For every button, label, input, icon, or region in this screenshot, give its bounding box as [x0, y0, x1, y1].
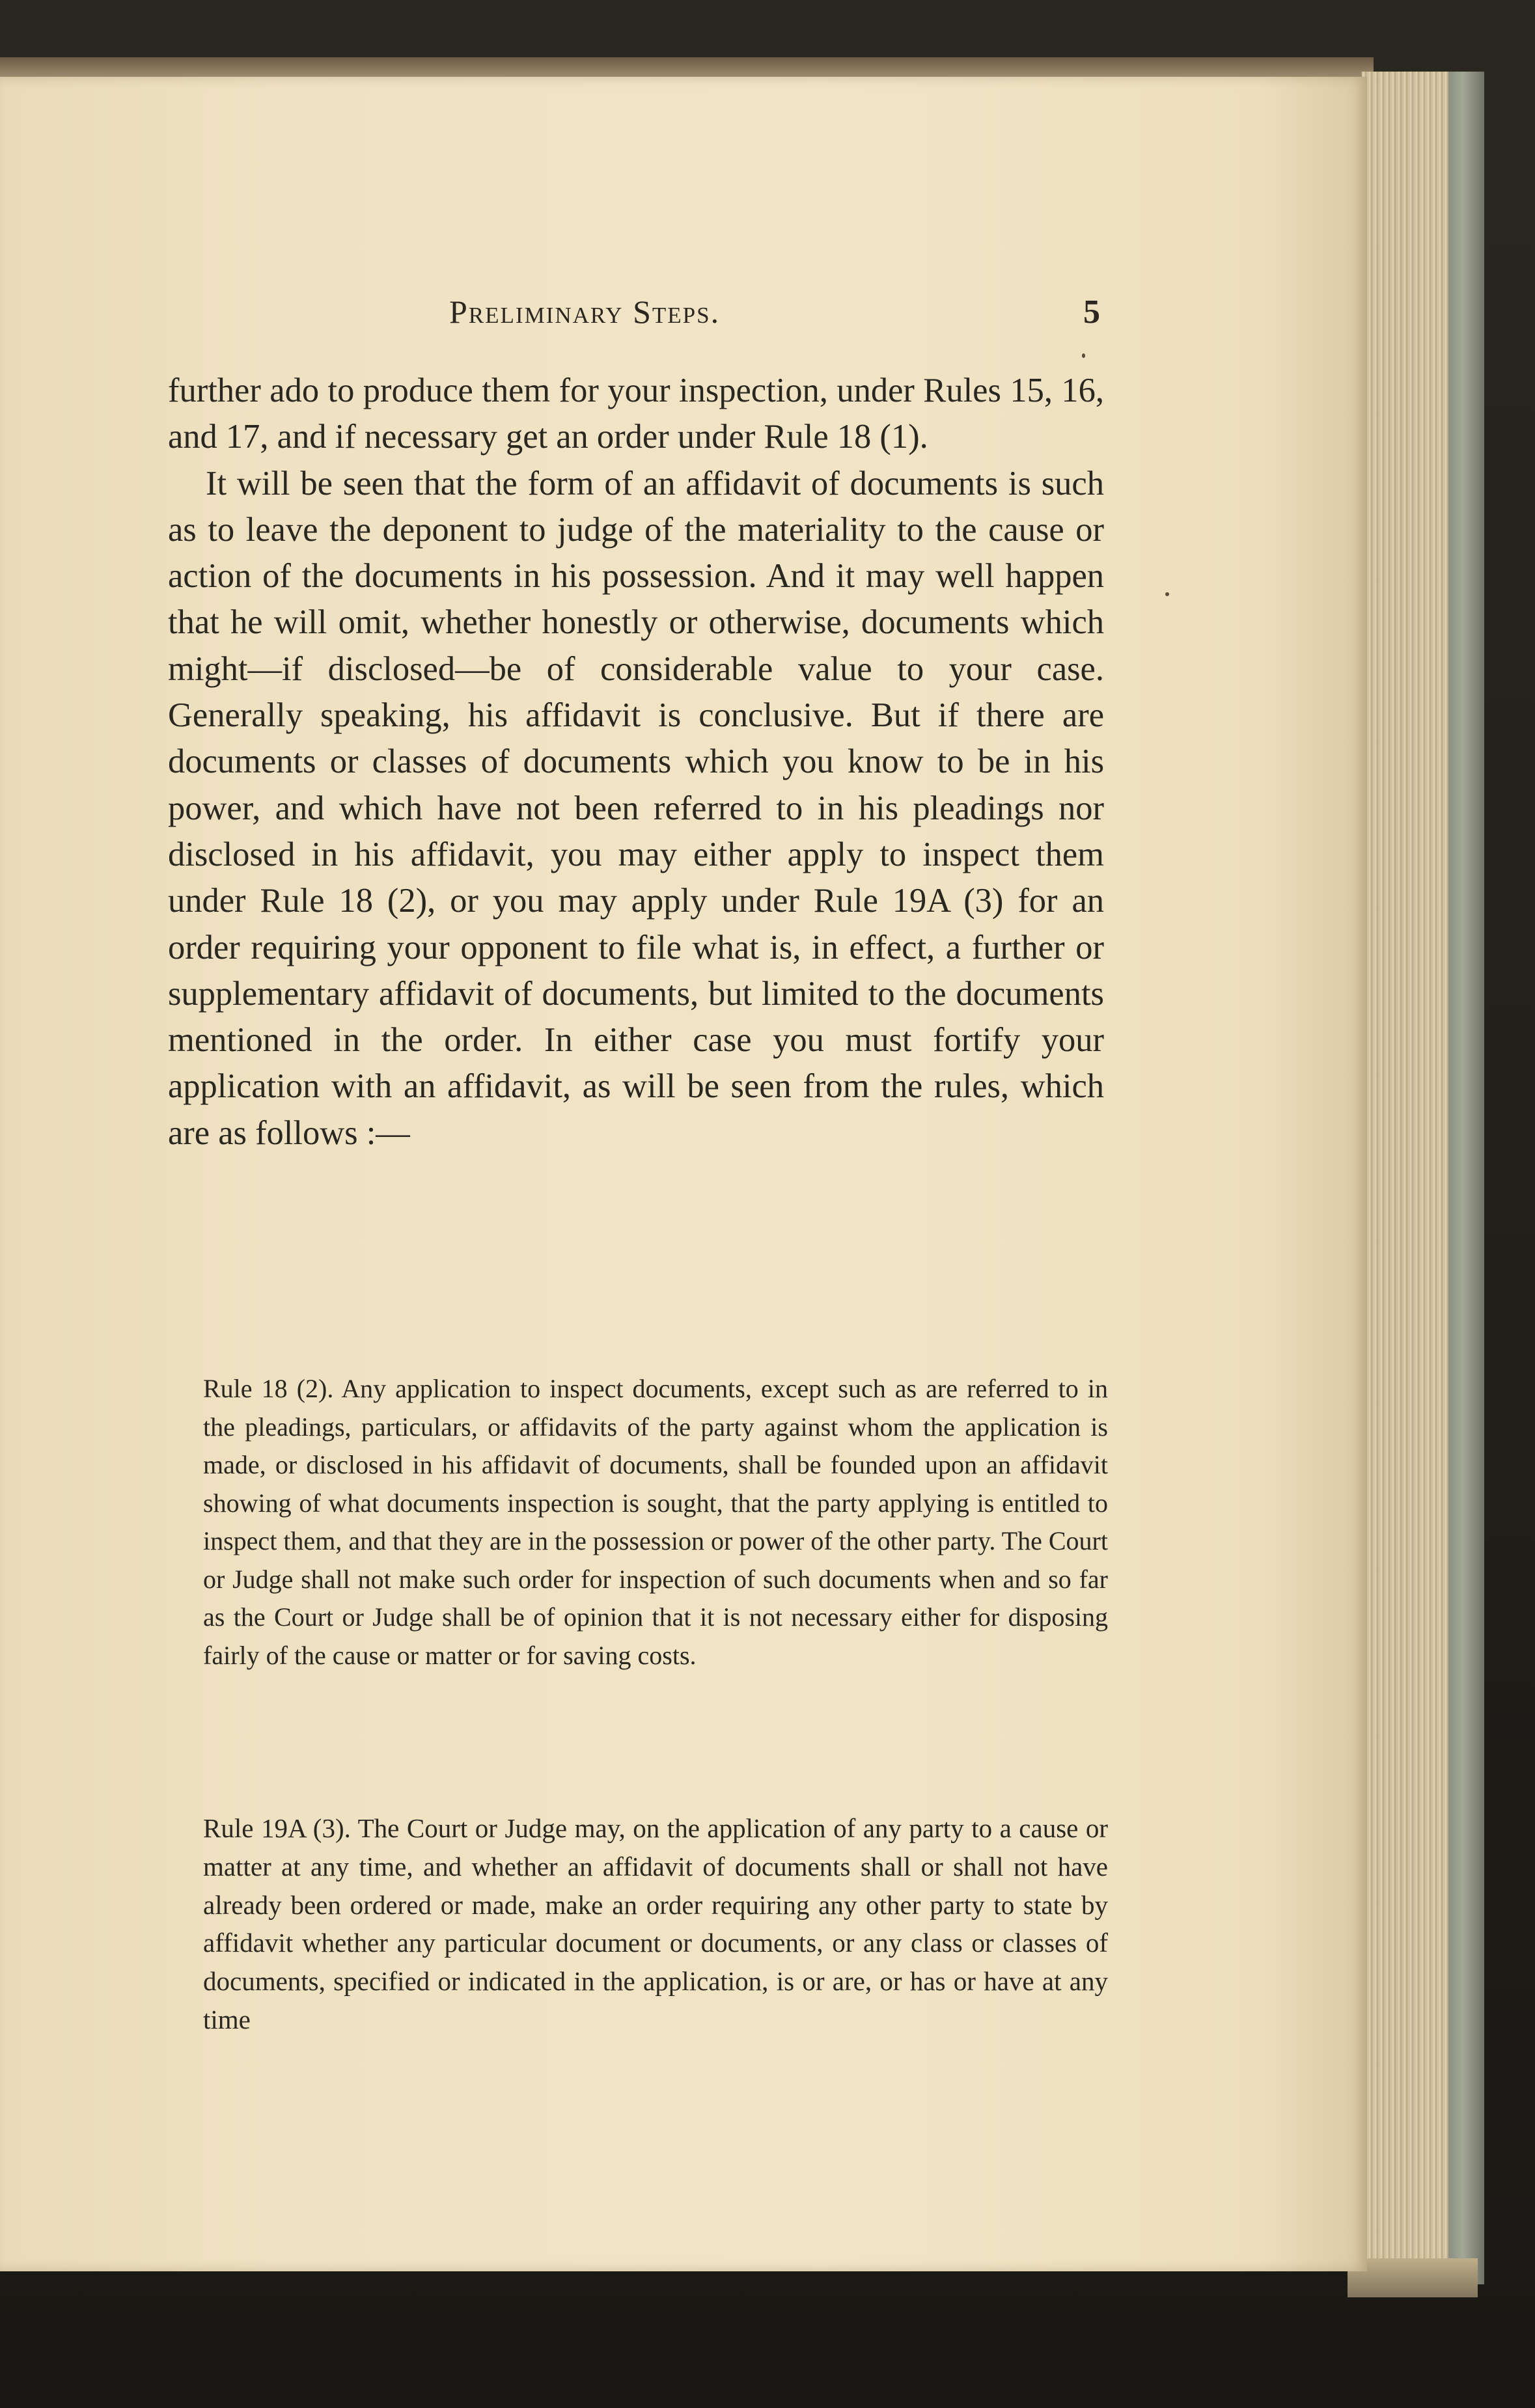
running-title: Preliminary Steps. [449, 294, 721, 330]
paper-speck [1165, 592, 1169, 596]
paragraph-continued: further ado to produce them for your inspection, under Rules 15, 16, and 17, and if necessary get an order under Rule 18 (1). [168, 372, 1104, 456]
rule-18-quotation [203, 1370, 1108, 1675]
rule-18-text: Any application to inspect documents, except such as are referred to in the pleadings, particulars, or affidavits of the party against whom the application is made, or disclosed in his affidavit of documents, shall be founded upon an affidavit showing of what documents inspection is sought, that the party applying is entitled to inspect them, and that they are in the possession or power of the other party. The Court or Judge shall not make such order for inspection of such documents when and so far as the Court or Judge shall be of opinion that it is not necessary either for disposing fairly of the cause or matter or for saving costs. [203, 1374, 1108, 1670]
page-bottom-corner [1348, 2258, 1478, 2297]
cover-board-edge [1448, 72, 1484, 2284]
page-number: 5 [1083, 294, 1100, 331]
paper-speck [1082, 353, 1085, 358]
paragraph-main: It will be seen that the form of an affidavit of documents is such as to leave the deponent to judge of the materiality to the cause or action of the documents in his possession. And it may well happen that he will omit, whether honestly or otherwise, documents which might—if disclosed—be of considerable value to your case. Generally speaking, his affidavit is conclusive. But if there are documents or classes of documents which you know to be in his power, and which have not been referred to in his pleadings nor disclosed in his affidavit, you may either apply to inspect them under Rule 18 (2), or you may apply under Rule 19A (3) for an order requiring your opponent to file what is, in effect, a further or supplementary affidavit of documents, but limited to the documents mentioned in the order. In either case you must fortify your application with an affidavit, as will be seen from the rules, which are as follows :— [168, 464, 1104, 1152]
main-text-column [168, 368, 1104, 1156]
page-fore-edge [1361, 72, 1453, 2271]
rule-19a-label: Rule 19A (3). [203, 1813, 351, 1843]
rule-19a-quotation [203, 1809, 1108, 2039]
rule-18-label: Rule 18 (2). [203, 1374, 334, 1403]
rule-19a-text: The Court or Judge may, on the application of any party to a cause or matter at any time, and whether an affidavit of documents shall or shall not have already been ordered or made, make an order requiring any other party to state by affidavit whether any particular document or documents, or any class or classes of documents, specified or indicated in the application, is or are, or has or have at any time [203, 1813, 1109, 2034]
running-header [449, 293, 1100, 338]
